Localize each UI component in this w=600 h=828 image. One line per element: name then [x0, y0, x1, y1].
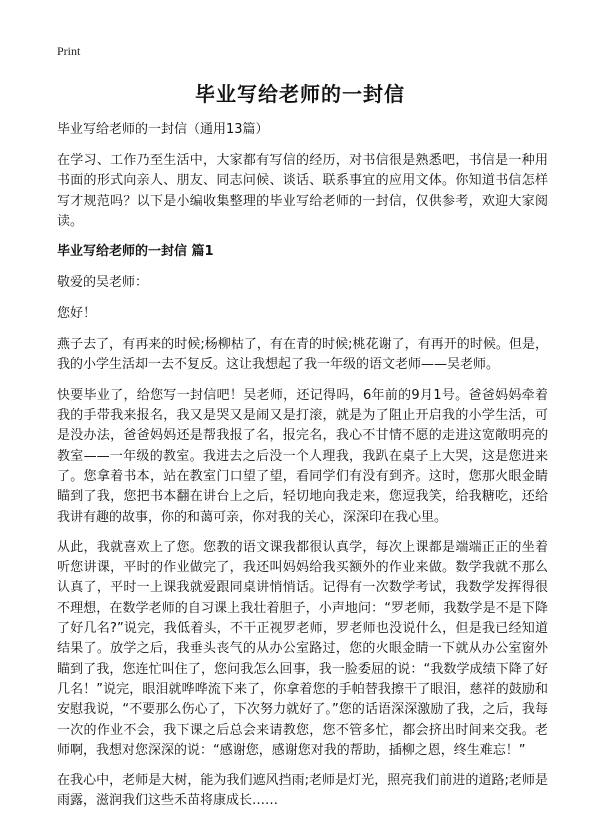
section-heading: 毕业写给老师的一封信 篇1 — [57, 244, 214, 260]
page-title: 毕业写给老师的一封信 — [195, 82, 405, 106]
letter-greeting: 敬爱的吴老师： — [57, 275, 149, 291]
letter-paragraph: 从此，我就喜欢上了您。您教的语文课我都很认真学，每次上课都是端端正正的坐着听您讲课，平时的作业做完了，我还叫妈妈给我买额外的作业来做。数学我就不那么认真了，平时一上课我就爱跟同桌讲悄悄话。记得有一次数学考试，我数学发挥得很不理想，在数学老师的自习课上我壮着胆子，小声地问：“罗老师，我数学是不是下降了好几名?”说完，我低着头，不干正视罗老师，罗老师也没说什么，但是我已经知道结果了。放学之后，我垂头丧气的从办公室路过，您的火眼金睛一下就从办公室窗外瞄到了我，您连忙叫住了，您问我怎么回事，我一脸委屈的说：“我数学成绩下降了好几名！”说完，眼泪就哗哗流下来了，你拿着您的手帕替我擦干了眼泪，慈祥的鼓励和安慰我说，“不要那么伤心了，下次努力就好了。”您的话语深深激励了我，之后，我每一次的作业不会，我下课之后总会来请教您，您不管多忙，都会挤出时间来交我。老师啊，我想对您深深的说：“感谢您，感谢您对我的帮助，插柳之恩，终生难忘！” — [57, 539, 548, 758]
letter-paragraph: 快要毕业了，给您写一封信吧！吴老师，还记得吗，6年前的9月1号。爸爸妈妈牵着我的手带我来报名，我又是哭又是闹又是打滚，就是为了阻止开启我的小学生活，可是没办法，爸爸妈妈还是帮我报了名，报完名，我心不甘情不愿的走进这宽敞明亮的教室——一年级的教室。我进去之后没一个人理我，我趴在桌子上大哭，这是您进来了。您拿着书本，站在教室门口望了望，看同学们有没有到齐。这时，您那火眼金睛瞄到了我，您把书本翻在讲台上之后，轻切地向我走来，您逗我笑，给我糖吃，还给我讲有趣的故事，你的和蔼可亲，你对我的关心，深深印在我心里。 — [57, 387, 548, 525]
letter-paragraph: 在我心中，老师是大树，能为我们遮风挡雨;老师是灯光，照亮我们前进的道路;老师是雨露，滋润我们这些禾苗将康成长…… — [57, 773, 548, 809]
print-link[interactable]: Print — [57, 44, 81, 58]
article-body — [57, 120, 548, 822]
letter-hello: 您好！ — [57, 306, 97, 322]
letter-paragraph: 燕子去了，有再来的时候;杨柳枯了，有在青的时候;桃花谢了，有再开的时候。但是，我的小学生活却一去不复反。这让我想起了我一年级的语文老师——吴老师。 — [57, 337, 548, 373]
intro-paragraph: 在学习、工作乃至生活中，大家都有写信的经历，对书信很是熟悉吧，书信是一种用书面的形式向亲人、朋友、同志问候、谈话、联系事宜的应用文体。你知道书信怎样写才规范吗？以下是小编收集整理的毕业写给老师的一封信，仅供参考，欢迎大家阅读。 — [57, 153, 548, 229]
article-subtitle: 毕业写给老师的一封信（通用13篇） — [57, 122, 269, 137]
